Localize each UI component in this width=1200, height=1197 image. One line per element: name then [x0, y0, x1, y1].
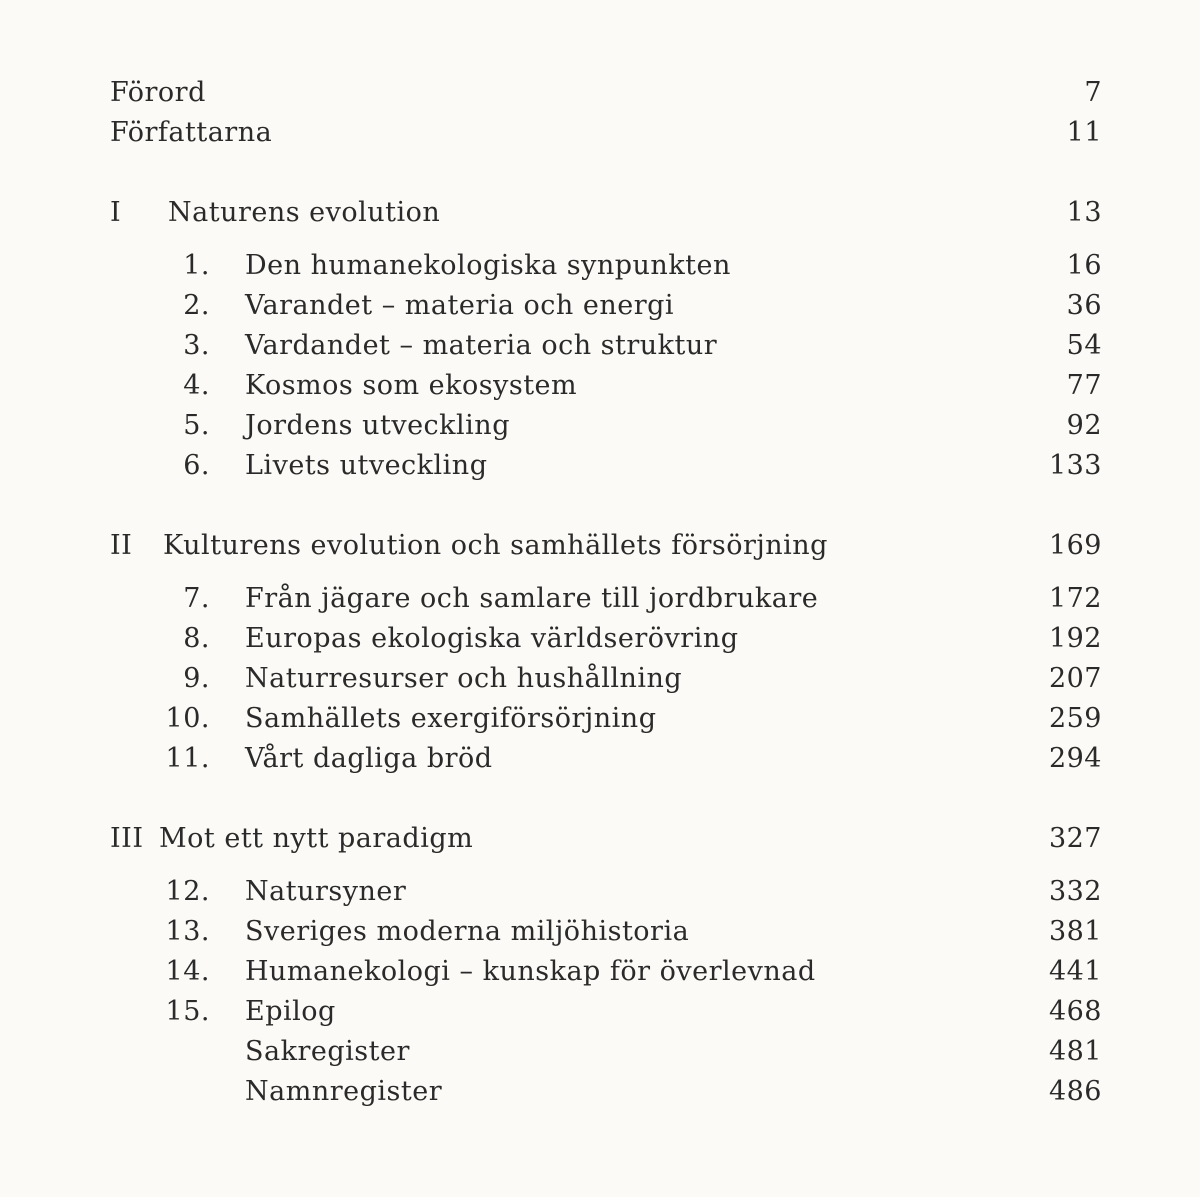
- toc-part-1: [0, 193, 1200, 233]
- toc-chapter-7: [0, 579, 1200, 619]
- chapter-title: Från jägare och samlare till jordbrukare: [245, 583, 819, 614]
- toc-chapter-4: [0, 366, 1200, 406]
- part-numeral: I: [110, 197, 122, 228]
- chapter-number: 9.: [183, 663, 210, 694]
- chapter-number: 2.: [183, 290, 210, 321]
- part-page-number: 327: [1048, 823, 1102, 854]
- chapter-title: Vardandet – materia och struktur: [245, 330, 718, 361]
- chapter-page-number: 294: [1048, 743, 1102, 774]
- chapter-title: Sveriges moderna miljöhistoria: [245, 916, 690, 947]
- toc-entry-sakregister: [0, 1032, 1200, 1072]
- chapter-title: Epilog: [245, 996, 336, 1027]
- chapter-page-number: 441: [1048, 956, 1102, 987]
- chapter-title: Vårt dagliga bröd: [245, 743, 493, 774]
- chapter-number: 11.: [165, 743, 210, 774]
- toc-chapter-11: [0, 739, 1200, 779]
- chapter-page-number: 172: [1048, 583, 1102, 614]
- chapter-number: 4.: [183, 370, 210, 401]
- chapter-page-number: 259: [1048, 703, 1102, 734]
- chapter-title: Sakregister: [245, 1036, 410, 1067]
- toc-entry-forfattarna: [0, 113, 1200, 153]
- toc-chapter-8: [0, 619, 1200, 659]
- chapter-number: 8.: [183, 623, 210, 654]
- chapter-title: Varandet – materia och energi: [245, 290, 675, 321]
- chapter-page-number: 192: [1048, 623, 1102, 654]
- part-numeral: III: [110, 823, 144, 854]
- chapter-title: Namnregister: [245, 1076, 443, 1107]
- part-title: Kulturens evolution och samhällets försörjning: [163, 530, 828, 561]
- toc-part-2: [0, 526, 1200, 566]
- chapter-title: Livets utveckling: [245, 450, 488, 481]
- chapter-number: 5.: [183, 410, 210, 441]
- part-page-number: 169: [1048, 530, 1102, 561]
- chapter-page-number: 77: [1066, 370, 1102, 401]
- toc-chapter-9: [0, 659, 1200, 699]
- part-title: Naturens evolution: [168, 197, 441, 228]
- entry-title: Författarna: [110, 117, 273, 148]
- toc-chapter-2: [0, 286, 1200, 326]
- chapter-page-number: 54: [1066, 330, 1102, 361]
- chapter-title: Jordens utveckling: [245, 410, 510, 441]
- toc-chapter-12: [0, 872, 1200, 912]
- chapter-page-number: 332: [1048, 876, 1102, 907]
- entry-page-number: 7: [1084, 77, 1102, 108]
- chapter-page-number: 468: [1048, 996, 1102, 1027]
- chapter-page-number: 133: [1048, 450, 1102, 481]
- chapter-number: 12.: [165, 876, 210, 907]
- chapter-number: 7.: [183, 583, 210, 614]
- chapter-number: 10.: [165, 703, 210, 734]
- toc-chapter-14: [0, 952, 1200, 992]
- toc-chapter-5: [0, 406, 1200, 446]
- part-title: Mot ett nytt paradigm: [159, 823, 474, 854]
- chapter-page-number: 16: [1066, 250, 1102, 281]
- chapter-number: 6.: [183, 450, 210, 481]
- chapter-number: 13.: [165, 916, 210, 947]
- toc-entry-forord: [0, 73, 1200, 113]
- chapter-page-number: 36: [1066, 290, 1102, 321]
- toc-chapter-6: [0, 446, 1200, 486]
- chapter-title: Humanekologi – kunskap för överlevnad: [245, 956, 816, 987]
- chapter-title: Naturresurser och hushållning: [245, 663, 683, 694]
- chapter-number: 14.: [165, 956, 210, 987]
- entry-page-number: 11: [1066, 117, 1102, 148]
- chapter-number: 15.: [165, 996, 210, 1027]
- chapter-title: Natursyner: [245, 876, 407, 907]
- chapter-page-number: 481: [1048, 1036, 1102, 1067]
- part-numeral: II: [110, 530, 133, 561]
- chapter-page-number: 92: [1066, 410, 1102, 441]
- chapter-title: Den humanekologiska synpunkten: [245, 250, 731, 281]
- chapter-page-number: 207: [1048, 663, 1102, 694]
- toc-entry-namnregister: [0, 1072, 1200, 1112]
- toc-part-3: [0, 819, 1200, 859]
- chapter-title: Europas ekologiska världserövring: [245, 623, 739, 654]
- chapter-title: Kosmos som ekosystem: [245, 370, 578, 401]
- part-page-number: 13: [1066, 197, 1102, 228]
- toc-chapter-15: [0, 992, 1200, 1032]
- chapter-title: Samhällets exergiförsörjning: [245, 703, 657, 734]
- chapter-page-number: 486: [1048, 1076, 1102, 1107]
- toc-chapter-13: [0, 912, 1200, 952]
- chapter-page-number: 381: [1048, 916, 1102, 947]
- toc-chapter-1: [0, 246, 1200, 286]
- toc-chapter-10: [0, 699, 1200, 739]
- chapter-number: 3.: [183, 330, 210, 361]
- chapter-number: 1.: [183, 250, 210, 281]
- toc-chapter-3: [0, 326, 1200, 366]
- entry-title: Förord: [110, 77, 206, 108]
